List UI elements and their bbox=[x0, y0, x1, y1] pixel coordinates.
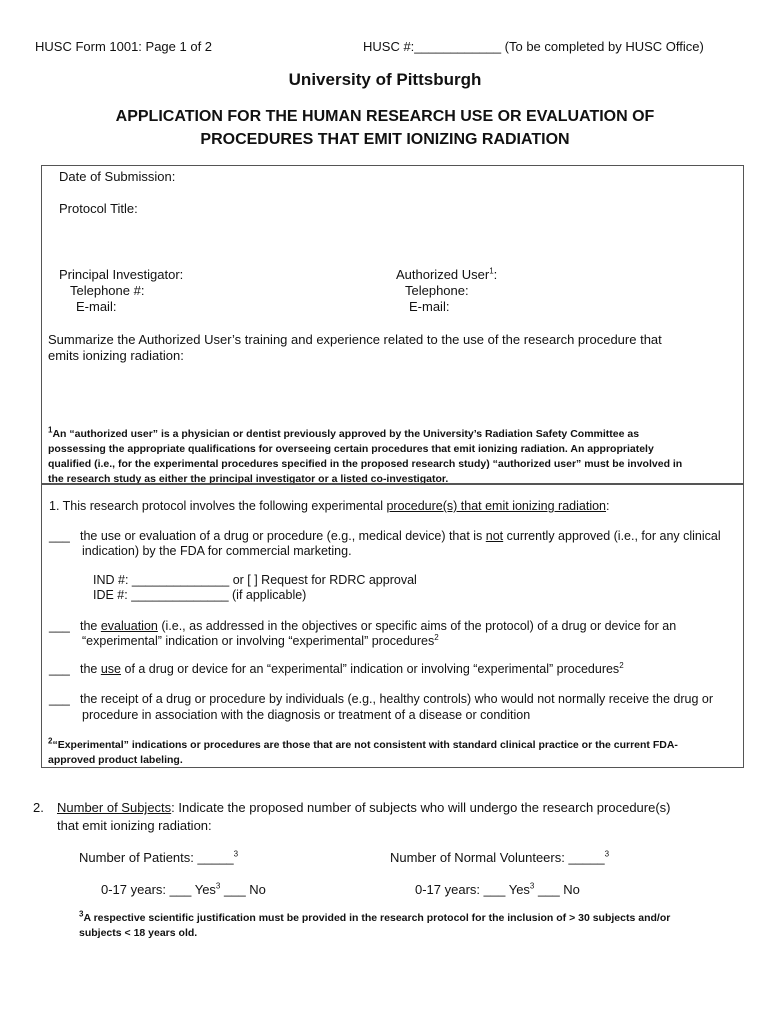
patients-age-field[interactable]: 0-17 years: ___ Yes$^3$ ___ No bbox=[101, 881, 266, 897]
au-telephone-label: Telephone: bbox=[405, 283, 469, 298]
authorized-user-label: Authorized User$^1$: bbox=[396, 266, 498, 282]
question-2-number: 2. bbox=[33, 800, 44, 815]
university-name: University of Pittsburgh bbox=[288, 70, 482, 89]
footnote-1: $^1$An “authorized user” is a physician or dentist previously approved by the University’s Radiation Safety Committee as possessing the appropriate qualifications for overseeing certain procedures that emit ionizing radiation. An appropriately qualified (i.e., for the experimental procedures specified in the proposed research study) “authorized user” must be involved in the research study as either the principal investigator or a listed co-investigator. bbox=[48, 425, 683, 485]
option-2-text: the evaluation (i.e., as addressed in the objectives or specific aims of the protocol) of a drug or device for an bbox=[80, 619, 677, 633]
summary-prompt-line2: emits ionizing radiation: bbox=[48, 348, 184, 363]
option-1-blank[interactable]: ___ bbox=[49, 529, 70, 543]
option-4-text: the receipt of a drug or procedure by individuals (e.g., healthy controls) who would not normally receive the drug or bbox=[80, 692, 713, 706]
ind-line: IND #: ______________ or [ ] Request for RDRC approval bbox=[93, 573, 417, 587]
option-1-text: the use or evaluation of a drug or procedure (e.g., medical device) that is not currently approved (i.e., for any clinical bbox=[80, 529, 721, 543]
footnote-2: $^2$“Experimental” indications or procedures are those that are not consistent with standard clinical practice or the current FDA- approved product labeling. bbox=[48, 736, 678, 766]
option-4-text-line2: procedure in association with the diagnosis or treatment of a disease or condition bbox=[82, 708, 531, 722]
footnote-3: $^3$A respective scientific justification must be provided in the research protocol for the inclusion of > 30 subjects and/or subjects < 18 years old. bbox=[79, 909, 671, 939]
pi-telephone-label: Telephone #: bbox=[70, 283, 145, 298]
question-1: 1. This research protocol involves the following experimental procedure(s) that emit ionizing radiation: bbox=[49, 499, 610, 513]
question-2-line2: that emit ionizing radiation: bbox=[57, 818, 212, 833]
summary-prompt-line1: Summarize the Authorized User’s training and experience related to the use of the research procedure that bbox=[48, 332, 662, 347]
volunteers-age-field[interactable]: 0-17 years: ___ Yes$^3$ ___ No bbox=[415, 881, 580, 897]
pi-label: Principal Investigator: bbox=[59, 267, 184, 282]
ide-line: IDE #: ______________ (if applicable) bbox=[93, 588, 307, 602]
page-title-line1: APPLICATION FOR THE HUMAN RESEARCH USE OR EVALUATION OF bbox=[115, 108, 655, 125]
patients-count-field[interactable]: Number of Patients: _____$^3$ bbox=[79, 849, 239, 865]
date-of-submission-label: Date of Submission: bbox=[59, 169, 176, 184]
volunteers-count-field[interactable]: Number of Normal Volunteers: _____$^3$ bbox=[390, 849, 610, 865]
page-title-line2: PROCEDURES THAT EMIT IONIZING RADIATION bbox=[200, 131, 570, 148]
protocol-title-label: Protocol Title: bbox=[59, 201, 138, 216]
husc-number: HUSC #:____________ (To be completed by HUSC Office) bbox=[363, 39, 704, 54]
form-id: HUSC Form 1001: Page 1 of 2 bbox=[35, 39, 213, 54]
au-email-label: E-mail: bbox=[409, 299, 450, 314]
pi-email-label: E-mail: bbox=[76, 299, 117, 314]
question-2: Number of Subjects: Indicate the proposed number of subjects who will undergo the research procedure(s) bbox=[57, 800, 671, 815]
option-3-blank[interactable]: ___ bbox=[49, 662, 70, 676]
option-4-blank[interactable]: ___ bbox=[49, 692, 70, 706]
option-2-text-line2: “experimental” indication or involving “experimental” procedures$^2$ bbox=[82, 632, 439, 648]
option-2-blank[interactable]: ___ bbox=[49, 619, 70, 633]
option-1-text-line2: indication) by the FDA for commercial marketing. bbox=[82, 544, 352, 558]
option-3-text: the use of a drug or device for an “experimental” indication or involving “experimental” procedures$^2$ bbox=[80, 660, 624, 676]
